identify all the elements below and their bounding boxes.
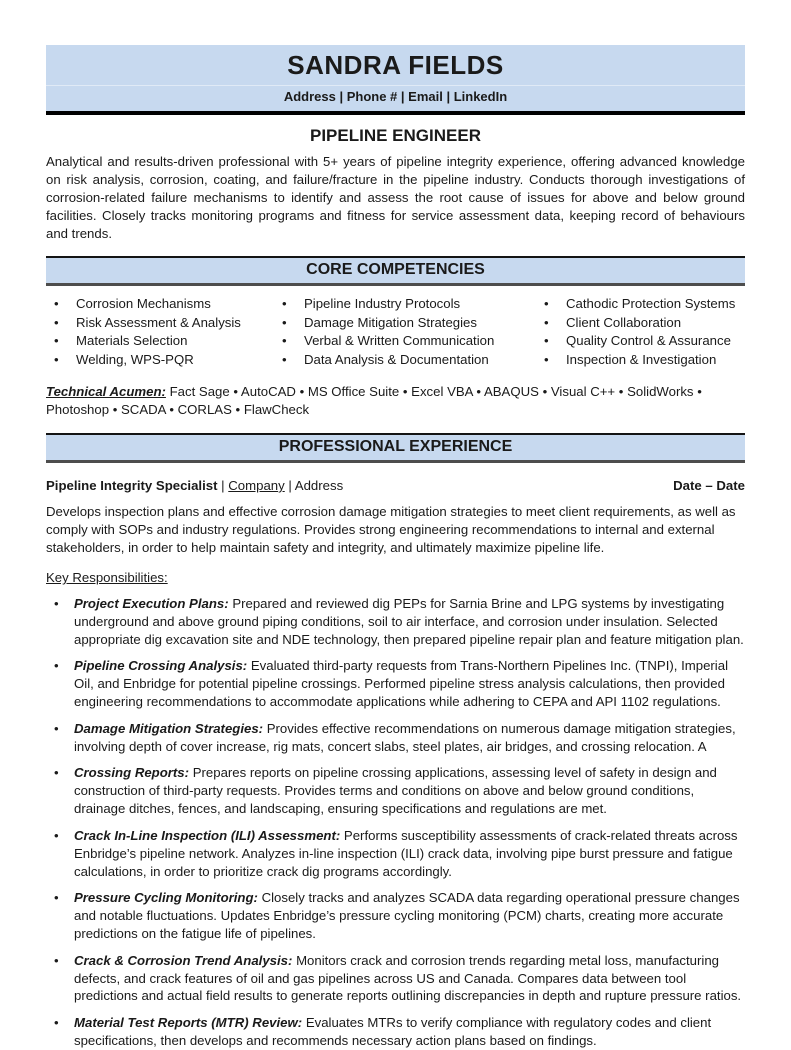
bullet-icon: • [54,952,59,968]
bullet-icon: • [282,295,287,311]
competency-item [54,332,274,351]
responsibilities-list [46,595,745,1050]
responsibility-item [54,1014,745,1050]
responsibility-lead: Crossing Reports: [74,765,190,781]
responsibility-item [54,952,745,1005]
bullet-icon: • [54,352,59,368]
technical-acumen-line [46,383,745,420]
responsibility-body [74,657,745,710]
role-title-heading: PIPELINE ENGINEER [310,125,481,145]
competency-column-3 [536,295,745,370]
job-position: Pipeline Integrity Specialist [46,477,218,493]
competency-item [282,332,536,351]
responsibility-item [54,827,745,880]
candidate-name: SANDRA FIELDS [287,50,504,80]
competency-item [54,314,274,333]
summary-paragraph: Analytical and results-driven professional with 5+ years of pipeline integrity experience, offering advanced knowledge on risk analysis, corrosion, coating, and failure/fracture in the pipeline industry. Conducts thorough investigations of corrosion-related failure mechanisms to identify and assess the root cause of issues for above and below ground facilities. Closely tracks monitoring programs and fitness for service assessment data, keeping record of behaviours and trends. [46,153,745,241]
responsibility-text: Monitors crack and corrosion trends regarding metal loss, manufacturing defects, and crack features of oil and gas pipelines across US and Canada. Compares data between tool predictions and actual field results to generate reports outlining discrepancies in depth and rupture pressure ratios. [74,952,742,1004]
section-heading-core-competencies: CORE COMPETENCIES [46,256,745,286]
responsibility-text: Evaluates MTRs to verify compliance with regulatory codes and client specifications, then develops and recommends necessary action plans based on findings. [74,1015,712,1049]
competency-label: Cathodic Protection Systems [566,295,736,311]
separator: | [288,477,292,493]
competency-label: Inspection & Investigation [566,352,717,368]
responsibility-lead: Damage Mitigation Strategies: [74,720,264,736]
competency-item [544,351,745,370]
bullet-icon: • [54,765,59,781]
responsibility-lead: Crack In-Line Inspection (ILI) Assessment: [74,827,341,843]
competency-item [544,314,745,333]
bullet-icon: • [54,1015,59,1031]
competency-label: Risk Assessment & Analysis [76,314,241,330]
bullet-icon: • [544,295,549,311]
bullet-icon: • [54,295,59,311]
responsibility-lead: Pressure Cycling Monitoring: [74,890,258,906]
competency-label: Materials Selection [76,333,188,349]
bullet-icon: • [282,352,287,368]
job-description: Develops inspection plans and effective corrosion damage mitigation strategies to meet client requirements, as well as comply with SOPs and industry regulations. Provides strong engineering recommendations to internal and external stakeholders, in order to help maintain safety and integrity, and ultimately maximize pipeline life. [46,503,736,555]
responsibility-item [54,889,745,942]
bullet-icon: • [544,352,549,368]
resume-header [46,45,745,115]
technical-acumen-label: Technical Acumen: [46,383,166,399]
bullet-icon: • [282,333,287,349]
responsibility-lead: Material Test Reports (MTR) Review: [74,1015,303,1031]
competency-label: Damage Mitigation Strategies [304,314,477,330]
responsibility-item [54,764,745,817]
competency-item [54,351,274,370]
bullet-icon: • [54,827,59,843]
competency-label: Client Collaboration [566,314,682,330]
competency-label: Corrosion Mechanisms [76,295,211,311]
job-dates: Date – Date [673,477,745,493]
separator: | [221,477,225,493]
competency-item [282,351,536,370]
competency-label: Quality Control & Assurance [566,333,731,349]
competency-label: Data Analysis & Documentation [304,352,489,368]
responsibility-item [54,595,745,648]
responsibility-text: Prepares reports on pipeline crossing applications, assessing level of safety in design and construction of third-party requests. Provides terms and conditions on above and below ground conditions, drainage ditches, fences, and landscaping, ensuring specifications and regulations are met. [74,765,717,817]
responsibility-body [74,595,745,648]
responsibility-body [74,1014,745,1050]
job-title-group [46,478,343,493]
bullet-icon: • [54,890,59,906]
competency-item [282,295,536,314]
responsibility-lead: Crack & Corrosion Trend Analysis: [74,952,293,968]
bullet-icon: • [544,314,549,330]
bullet-icon: • [282,314,287,330]
competency-column-1 [46,295,274,370]
responsibility-body [74,827,745,880]
company-name: Company [228,477,285,493]
responsibility-body [74,952,745,1005]
competency-item [544,332,745,351]
responsibility-item [54,720,745,756]
bullet-icon: • [54,333,59,349]
responsibility-lead: Project Execution Plans: [74,595,229,611]
bullet-icon: • [54,658,59,674]
section-heading-professional-experience: PROFESSIONAL EXPERIENCE [46,433,745,463]
bullet-icon: • [544,333,549,349]
responsibility-item [54,657,745,710]
competency-label: Pipeline Industry Protocols [304,295,461,311]
key-responsibilities-label: Key Responsibilities: [46,569,168,585]
bullet-icon: • [54,595,59,611]
responsibility-text: Prepared and reviewed dig PEPs for Sarnia Brine and LPG systems by investigating underground and above ground piping conditions, soil to air interface, and corrosion under insulation. Selected appropriate dig excavation site and NDE technology, then prepared pipeline repair plan and feature mitigation plan. [74,595,744,647]
bullet-icon: • [54,720,59,736]
competency-label: Verbal & Written Communication [304,333,495,349]
responsibility-text: Performs susceptibility assessments of crack-related threats across Enbridge’s pipeline network. Analyzes in-line inspection (ILI) crack data, involving pipe burst pressure and fatigue calculations, in order to prioritize crack dig programs accordingly. [74,827,738,879]
competency-label: Welding, WPS-PQR [76,352,194,368]
responsibility-body [74,720,745,756]
contact-line: Address | Phone # | Email | LinkedIn [46,85,745,104]
job-address: Address [294,477,344,493]
competency-item [544,295,745,314]
technical-acumen-list: Fact Sage • AutoCAD • MS Office Suite • Excel VBA • ABAQUS • Visual C++ • SolidWorks • Photoshop • SCADA • CORLAS • FlawCheck [46,383,702,418]
responsibility-body [74,764,745,817]
responsibility-body [74,889,745,942]
responsibility-text: Closely tracks and analyzes SCADA data regarding operational pressure changes and notable fluctuations. Updates Enbridge’s pressure cycling monitoring (PCM) charts, creating more accurate predictions on the fatigue life of pipelines. [74,890,740,941]
responsibility-text: Provides effective recommendations on numerous damage mitigation strategies, involving depth of cover increase, rig mats, concert slabs, steel plates, air bridges, and crossing relocation. A [74,720,736,754]
responsibility-text: Evaluated third-party requests from Trans-Northern Pipelines Inc. (TNPI), Imperial Oil, and Enbridge for potential pipeline crossings. Performed pipeline stress analysis calculations, then provided engineering recommendations to accommodate applications while adhering to CEPA and API 1102 regulations. [74,658,729,710]
competency-item [54,295,274,314]
responsibility-lead: Pipeline Crossing Analysis: [74,658,248,674]
competencies-grid [46,295,745,370]
job-header-row [46,478,745,493]
bullet-icon: • [54,314,59,330]
competency-item [282,314,536,333]
competency-column-2 [274,295,536,370]
